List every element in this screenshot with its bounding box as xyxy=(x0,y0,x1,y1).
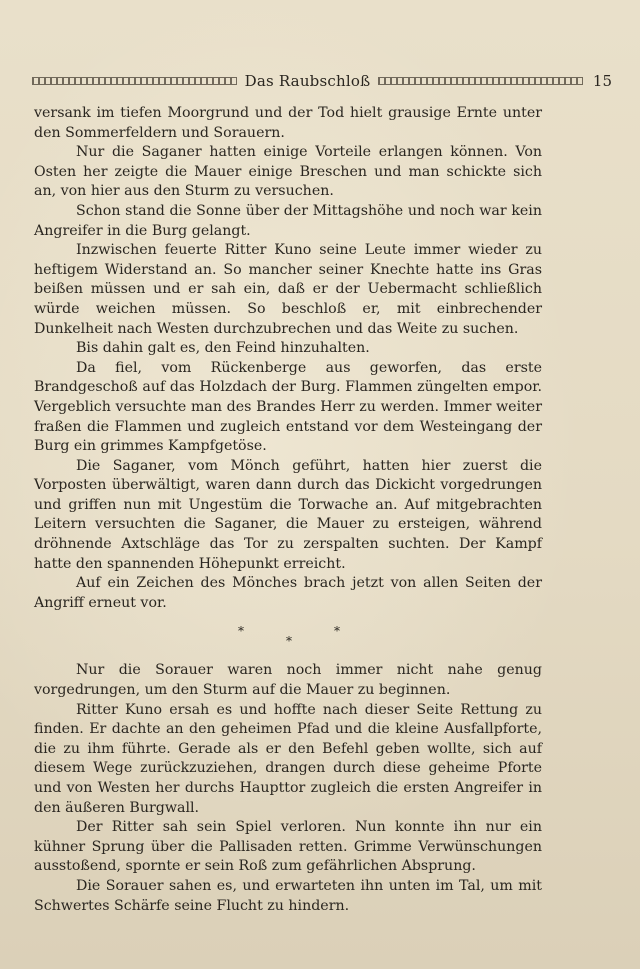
paragraph: versank im tiefen Moorgrund und der Tod hielt grausige Ernte unter den Sommerfeldern und Sorauern. xyxy=(34,105,542,141)
section-break xyxy=(34,613,542,661)
asterisk: * xyxy=(334,624,340,639)
paragraph: Ritter Kuno ersah es und hoffte nach dieser Seite Rettung zu finden. Er dachte an den geheimen Pfad und die kleine Ausfallpforte, die zu ihm führte. Gerade als er den Befehl geben wollte, sich auf diesem Wege zurückzuziehen, drangen durch diese geheime Pforte und von Westen her durchs Haupttor zugleich die ersten Angreifer in den äußeren Burgwall. xyxy=(34,701,542,816)
paragraph: Inzwischen feuerte Ritter Kuno seine Leute immer wieder zu heftigem Widerstand an. So mancher seiner Knechte hatte ins Gras beißen müssen und er sah ein, daß er der Uebermacht schließlich würde weichen müssen. So beschloß er, mit einbrechender Dunkelheit nach Westen durchzubrechen und das Weite zu suchen. xyxy=(34,242,542,337)
paragraph: Der Ritter sah sein Spiel verloren. Nun konnte ihn nur ein kühner Sprung über die Pallisaden retten. Grimme Verwünschungen ausstoßend, spornte er sein Roß zum gefährlichen Absprung. xyxy=(34,819,542,875)
paragraph: Auf ein Zeichen des Mönches brach jetzt von allen Seiten der Angriff erneut vor. xyxy=(34,575,542,611)
paragraph: Die Sorauer sahen es, und erwarteten ihn unten im Tal, um mit Schwertes Schärfe seine Flucht zu hindern. xyxy=(34,877,542,914)
paragraph: Bis dahin galt es, den Feind hinzuhalten. xyxy=(76,340,370,357)
asterisk: * xyxy=(286,634,292,649)
paragraph: Nur die Sorauer waren noch immer nicht nahe genug vorgedrungen, um den Sturm auf die Mauer zu beginnen. xyxy=(34,662,542,699)
body-text xyxy=(34,104,542,916)
paragraph: Nur die Saganer hatten einige Vorteile erlangen können. Von Osten her zeigte die Mauer einige Breschen und man schickte sich an, von hier aus den Sturm zu versuchen. xyxy=(34,144,542,200)
paragraph: Die Saganer, vom Mönch geführt, hatten hier zuerst die Vorposten überwältigt, waren dann durch das Dickicht vorgedrungen und griffen nun mit Ungestüm die Torwache an. Auf mitgebrachten Leitern versuchten die Saganer, die Mauer zu ersteigen, während dröhnende Axtschläge das Tor zu zerspalten suchten. Der Kampf hatte den spannenden Höhepunkt erreicht. xyxy=(34,457,542,572)
header-ornament-right xyxy=(378,77,583,85)
paragraph: Schon stand die Sonne über der Mittagshöhe und noch war kein Angreifer in die Burg gelangt. xyxy=(34,202,542,239)
asterisk: * xyxy=(238,624,244,639)
header-ornament-left xyxy=(32,77,237,85)
page-number: 15 xyxy=(592,72,612,90)
paragraph: Da fiel, vom Rückenberge aus geworfen, das erste Brandgeschoß auf das Holzdach der Burg. Flammen züngelten empor. Vergeblich versuchte man des Brandes Herr zu werden. Immer weiter fraßen die Flammen und zugleich entstand vor dem Westeingang der Burg ein grimmes Kampfgetöse. xyxy=(34,359,542,455)
page-header xyxy=(32,70,612,92)
running-title: Das Raubschloß xyxy=(244,72,371,90)
